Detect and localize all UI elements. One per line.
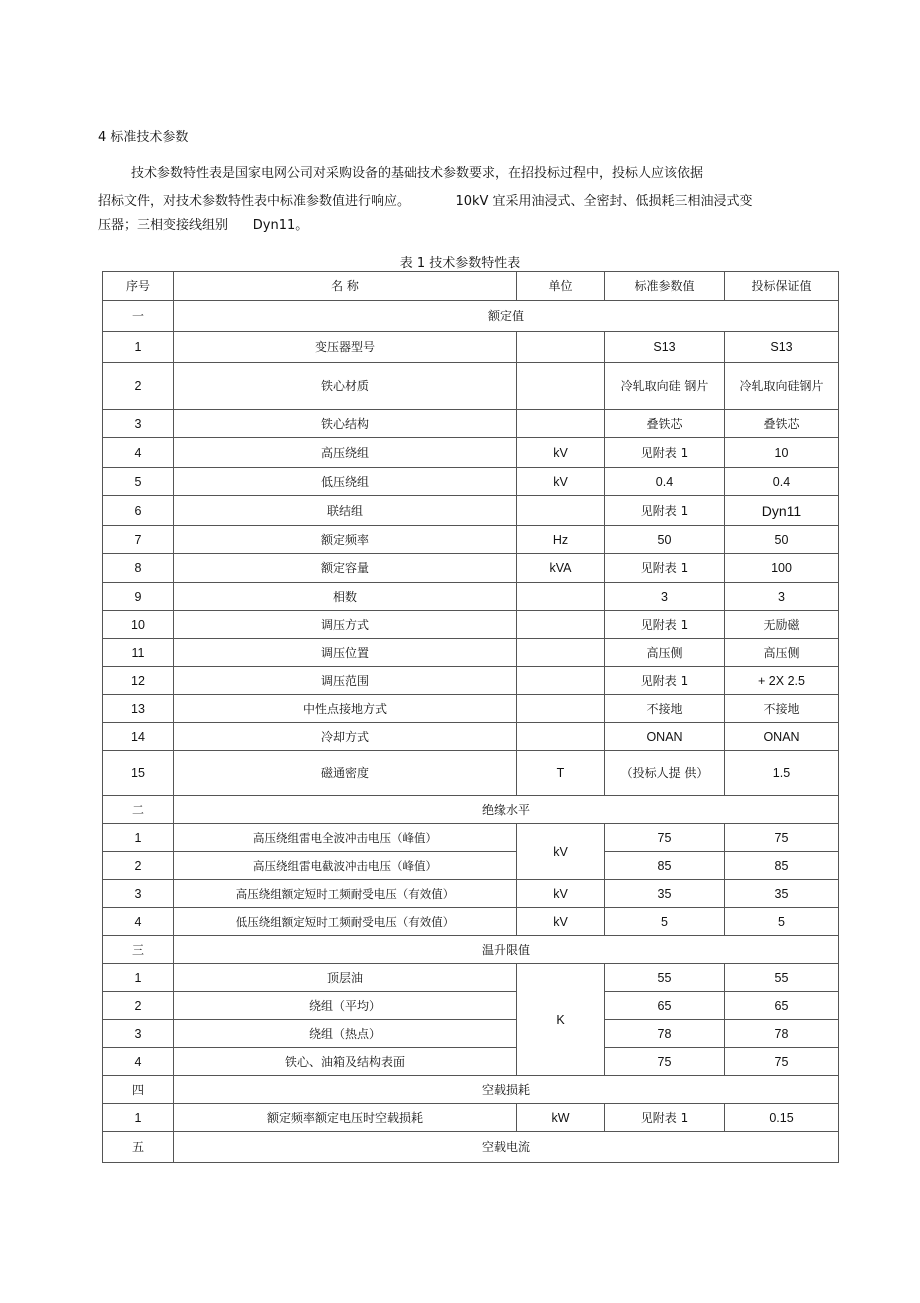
- table-row: [103, 964, 839, 992]
- row-unit: [517, 410, 605, 438]
- row-std: 0.4: [605, 468, 725, 496]
- table-row: [103, 667, 839, 695]
- row-no: 9: [103, 583, 174, 611]
- row-std: 冷轧取向硅 钢片: [605, 363, 725, 410]
- row-bid: 100: [725, 554, 839, 583]
- row-name: 绕组（平均）: [174, 992, 517, 1020]
- row-name: 变压器型号: [174, 332, 517, 363]
- row-bid: 无励磁: [725, 611, 839, 639]
- section-no: 二: [103, 796, 174, 824]
- section-title: 温升限值: [174, 936, 839, 964]
- row-name: 高压绕组雷电截波冲击电压（峰值）: [174, 852, 517, 880]
- row-no: 4: [103, 1048, 174, 1076]
- table-row: [103, 554, 839, 583]
- row-std: ONAN: [605, 723, 725, 751]
- row-std: 不接地: [605, 695, 725, 723]
- row-no: 2: [103, 852, 174, 880]
- row-bid: + 2X 2.5: [725, 667, 839, 695]
- section-title: 空载损耗: [174, 1076, 839, 1104]
- table-row: [103, 468, 839, 496]
- table-row: [103, 583, 839, 611]
- row-name: 调压方式: [174, 611, 517, 639]
- row-unit: kV: [517, 908, 605, 936]
- row-unit: [517, 695, 605, 723]
- row-unit: [517, 639, 605, 667]
- col-header-std: 标准参数值: [605, 272, 725, 301]
- row-bid: 75: [725, 1048, 839, 1076]
- row-bid: 0.4: [725, 468, 839, 496]
- row-name: 额定频率: [174, 526, 517, 554]
- row-bid: 冷轧取向硅钢片: [725, 363, 839, 410]
- row-name: 顶层油: [174, 964, 517, 992]
- row-unit: [517, 496, 605, 526]
- row-name: 铁心材质: [174, 363, 517, 410]
- row-name: 冷却方式: [174, 723, 517, 751]
- row-no: 2: [103, 363, 174, 410]
- row-no: 1: [103, 1104, 174, 1132]
- row-std: 见附表 1: [605, 496, 725, 526]
- row-std: （投标人提 供）: [605, 751, 725, 796]
- row-std: 50: [605, 526, 725, 554]
- table-row: [103, 526, 839, 554]
- row-std: 3: [605, 583, 725, 611]
- table-row: [103, 992, 839, 1020]
- row-no: 5: [103, 468, 174, 496]
- table-row: [103, 695, 839, 723]
- table-header-row: [103, 272, 839, 301]
- table-row: [103, 438, 839, 468]
- row-std: 55: [605, 964, 725, 992]
- col-header-bid: 投标保证值: [725, 272, 839, 301]
- row-no: 1: [103, 824, 174, 852]
- row-no: 1: [103, 332, 174, 363]
- row-name: 相数: [174, 583, 517, 611]
- table-row: [103, 363, 839, 410]
- row-no: 3: [103, 880, 174, 908]
- row-std: 75: [605, 1048, 725, 1076]
- section-title: 绝缘水平: [174, 796, 839, 824]
- table-row: [103, 332, 839, 363]
- section-title: 空载电流: [174, 1132, 839, 1163]
- row-name: 额定频率额定电压时空载损耗: [174, 1104, 517, 1132]
- row-std: 高压侧: [605, 639, 725, 667]
- row-unit: kV: [517, 468, 605, 496]
- row-name: 铁心、油箱及结构表面: [174, 1048, 517, 1076]
- table-row: [103, 410, 839, 438]
- row-std: 见附表 1: [605, 611, 725, 639]
- section-no: 三: [103, 936, 174, 964]
- row-unit: kVA: [517, 554, 605, 583]
- row-bid: 10: [725, 438, 839, 468]
- table-row: [103, 723, 839, 751]
- row-name: 调压位置: [174, 639, 517, 667]
- row-name: 低压绕组: [174, 468, 517, 496]
- intro-line-3: 压器；三相变接线组别 Dyn11。: [98, 218, 309, 233]
- table-row: [103, 1104, 839, 1132]
- section-row: [103, 1132, 839, 1163]
- col-header-name: 名 称: [174, 272, 517, 301]
- row-bid: 50: [725, 526, 839, 554]
- row-bid: 高压侧: [725, 639, 839, 667]
- row-name: 高压绕组: [174, 438, 517, 468]
- table-row: [103, 1048, 839, 1076]
- row-no: 15: [103, 751, 174, 796]
- row-bid: 1.5: [725, 751, 839, 796]
- row-name: 高压绕组额定短时工频耐受电压（有效值）: [174, 880, 517, 908]
- row-bid: 78: [725, 1020, 839, 1048]
- row-unit: kV: [517, 824, 605, 880]
- section-heading: 4 标准技术参数: [98, 130, 189, 145]
- row-bid: 叠铁芯: [725, 410, 839, 438]
- row-name: 额定容量: [174, 554, 517, 583]
- row-std: S13: [605, 332, 725, 363]
- table-row: [103, 852, 839, 880]
- table-row: [103, 880, 839, 908]
- row-name: 中性点接地方式: [174, 695, 517, 723]
- row-no: 2: [103, 992, 174, 1020]
- row-bid: 65: [725, 992, 839, 1020]
- row-name: 磁通密度: [174, 751, 517, 796]
- row-std: 5: [605, 908, 725, 936]
- row-name: 高压绕组雷电全波冲击电压（峰值）: [174, 824, 517, 852]
- row-no: 11: [103, 639, 174, 667]
- row-unit: kW: [517, 1104, 605, 1132]
- row-no: 6: [103, 496, 174, 526]
- table-row: [103, 824, 839, 852]
- row-no: 1: [103, 964, 174, 992]
- row-bid: 75: [725, 824, 839, 852]
- col-header-no: 序号: [103, 272, 174, 301]
- section-row: [103, 936, 839, 964]
- row-std: 见附表 1: [605, 1104, 725, 1132]
- row-bid: 3: [725, 583, 839, 611]
- row-bid: ONAN: [725, 723, 839, 751]
- row-name: 联结组: [174, 496, 517, 526]
- row-unit: [517, 611, 605, 639]
- row-no: 4: [103, 438, 174, 468]
- row-std: 85: [605, 852, 725, 880]
- row-bid: S13: [725, 332, 839, 363]
- row-bid: 85: [725, 852, 839, 880]
- row-unit: [517, 332, 605, 363]
- row-no: 14: [103, 723, 174, 751]
- section-title: 额定值: [174, 301, 839, 332]
- row-no: 12: [103, 667, 174, 695]
- section-row: [103, 301, 839, 332]
- row-name: 调压范围: [174, 667, 517, 695]
- row-unit: [517, 363, 605, 410]
- table-row: [103, 1020, 839, 1048]
- row-bid: 55: [725, 964, 839, 992]
- row-no: 8: [103, 554, 174, 583]
- row-std: 78: [605, 1020, 725, 1048]
- section-no: 一: [103, 301, 174, 332]
- row-no: 4: [103, 908, 174, 936]
- row-bid: 5: [725, 908, 839, 936]
- row-bid: 0.15: [725, 1104, 839, 1132]
- row-std: 见附表 1: [605, 438, 725, 468]
- table-row: [103, 496, 839, 526]
- row-unit: [517, 583, 605, 611]
- row-name: 绕组（热点）: [174, 1020, 517, 1048]
- row-name: 低压绕组额定短时工频耐受电压（有效值）: [174, 908, 517, 936]
- section-row: [103, 796, 839, 824]
- row-no: 7: [103, 526, 174, 554]
- intro-line-1: 技术参数特性表是国家电网公司对采购设备的基础技术参数要求，在招投标过程中，投标人应该依据: [131, 166, 704, 181]
- row-unit: [517, 723, 605, 751]
- table-row: [103, 611, 839, 639]
- row-std: 75: [605, 824, 725, 852]
- section-no: 四: [103, 1076, 174, 1104]
- row-std: 见附表 1: [605, 554, 725, 583]
- section-row: [103, 1076, 839, 1104]
- row-std: 65: [605, 992, 725, 1020]
- table-row: [103, 639, 839, 667]
- section-no: 五: [103, 1132, 174, 1163]
- table-caption: 表 1 技术参数特性表: [399, 256, 521, 271]
- row-no: 10: [103, 611, 174, 639]
- row-unit: Hz: [517, 526, 605, 554]
- row-no: 3: [103, 410, 174, 438]
- row-bid: 35: [725, 880, 839, 908]
- row-name: 铁心结构: [174, 410, 517, 438]
- row-no: 3: [103, 1020, 174, 1048]
- row-bid: 不接地: [725, 695, 839, 723]
- row-unit: kV: [517, 880, 605, 908]
- row-unit: K: [517, 964, 605, 1076]
- row-std: 见附表 1: [605, 667, 725, 695]
- row-unit: kV: [517, 438, 605, 468]
- table-row: [103, 908, 839, 936]
- tech-param-table: [102, 271, 839, 1163]
- row-bid: Dyn11: [725, 496, 839, 526]
- row-unit: [517, 667, 605, 695]
- intro-line-2: 招标文件，对技术参数特性表中标准参数值进行响应。 10kV 宜采用油浸式、全密封、低损耗三相油浸式变: [98, 194, 753, 209]
- col-header-unit: 单位: [517, 272, 605, 301]
- row-no: 13: [103, 695, 174, 723]
- row-unit: T: [517, 751, 605, 796]
- table-row: [103, 751, 839, 796]
- row-std: 35: [605, 880, 725, 908]
- row-std: 叠铁芯: [605, 410, 725, 438]
